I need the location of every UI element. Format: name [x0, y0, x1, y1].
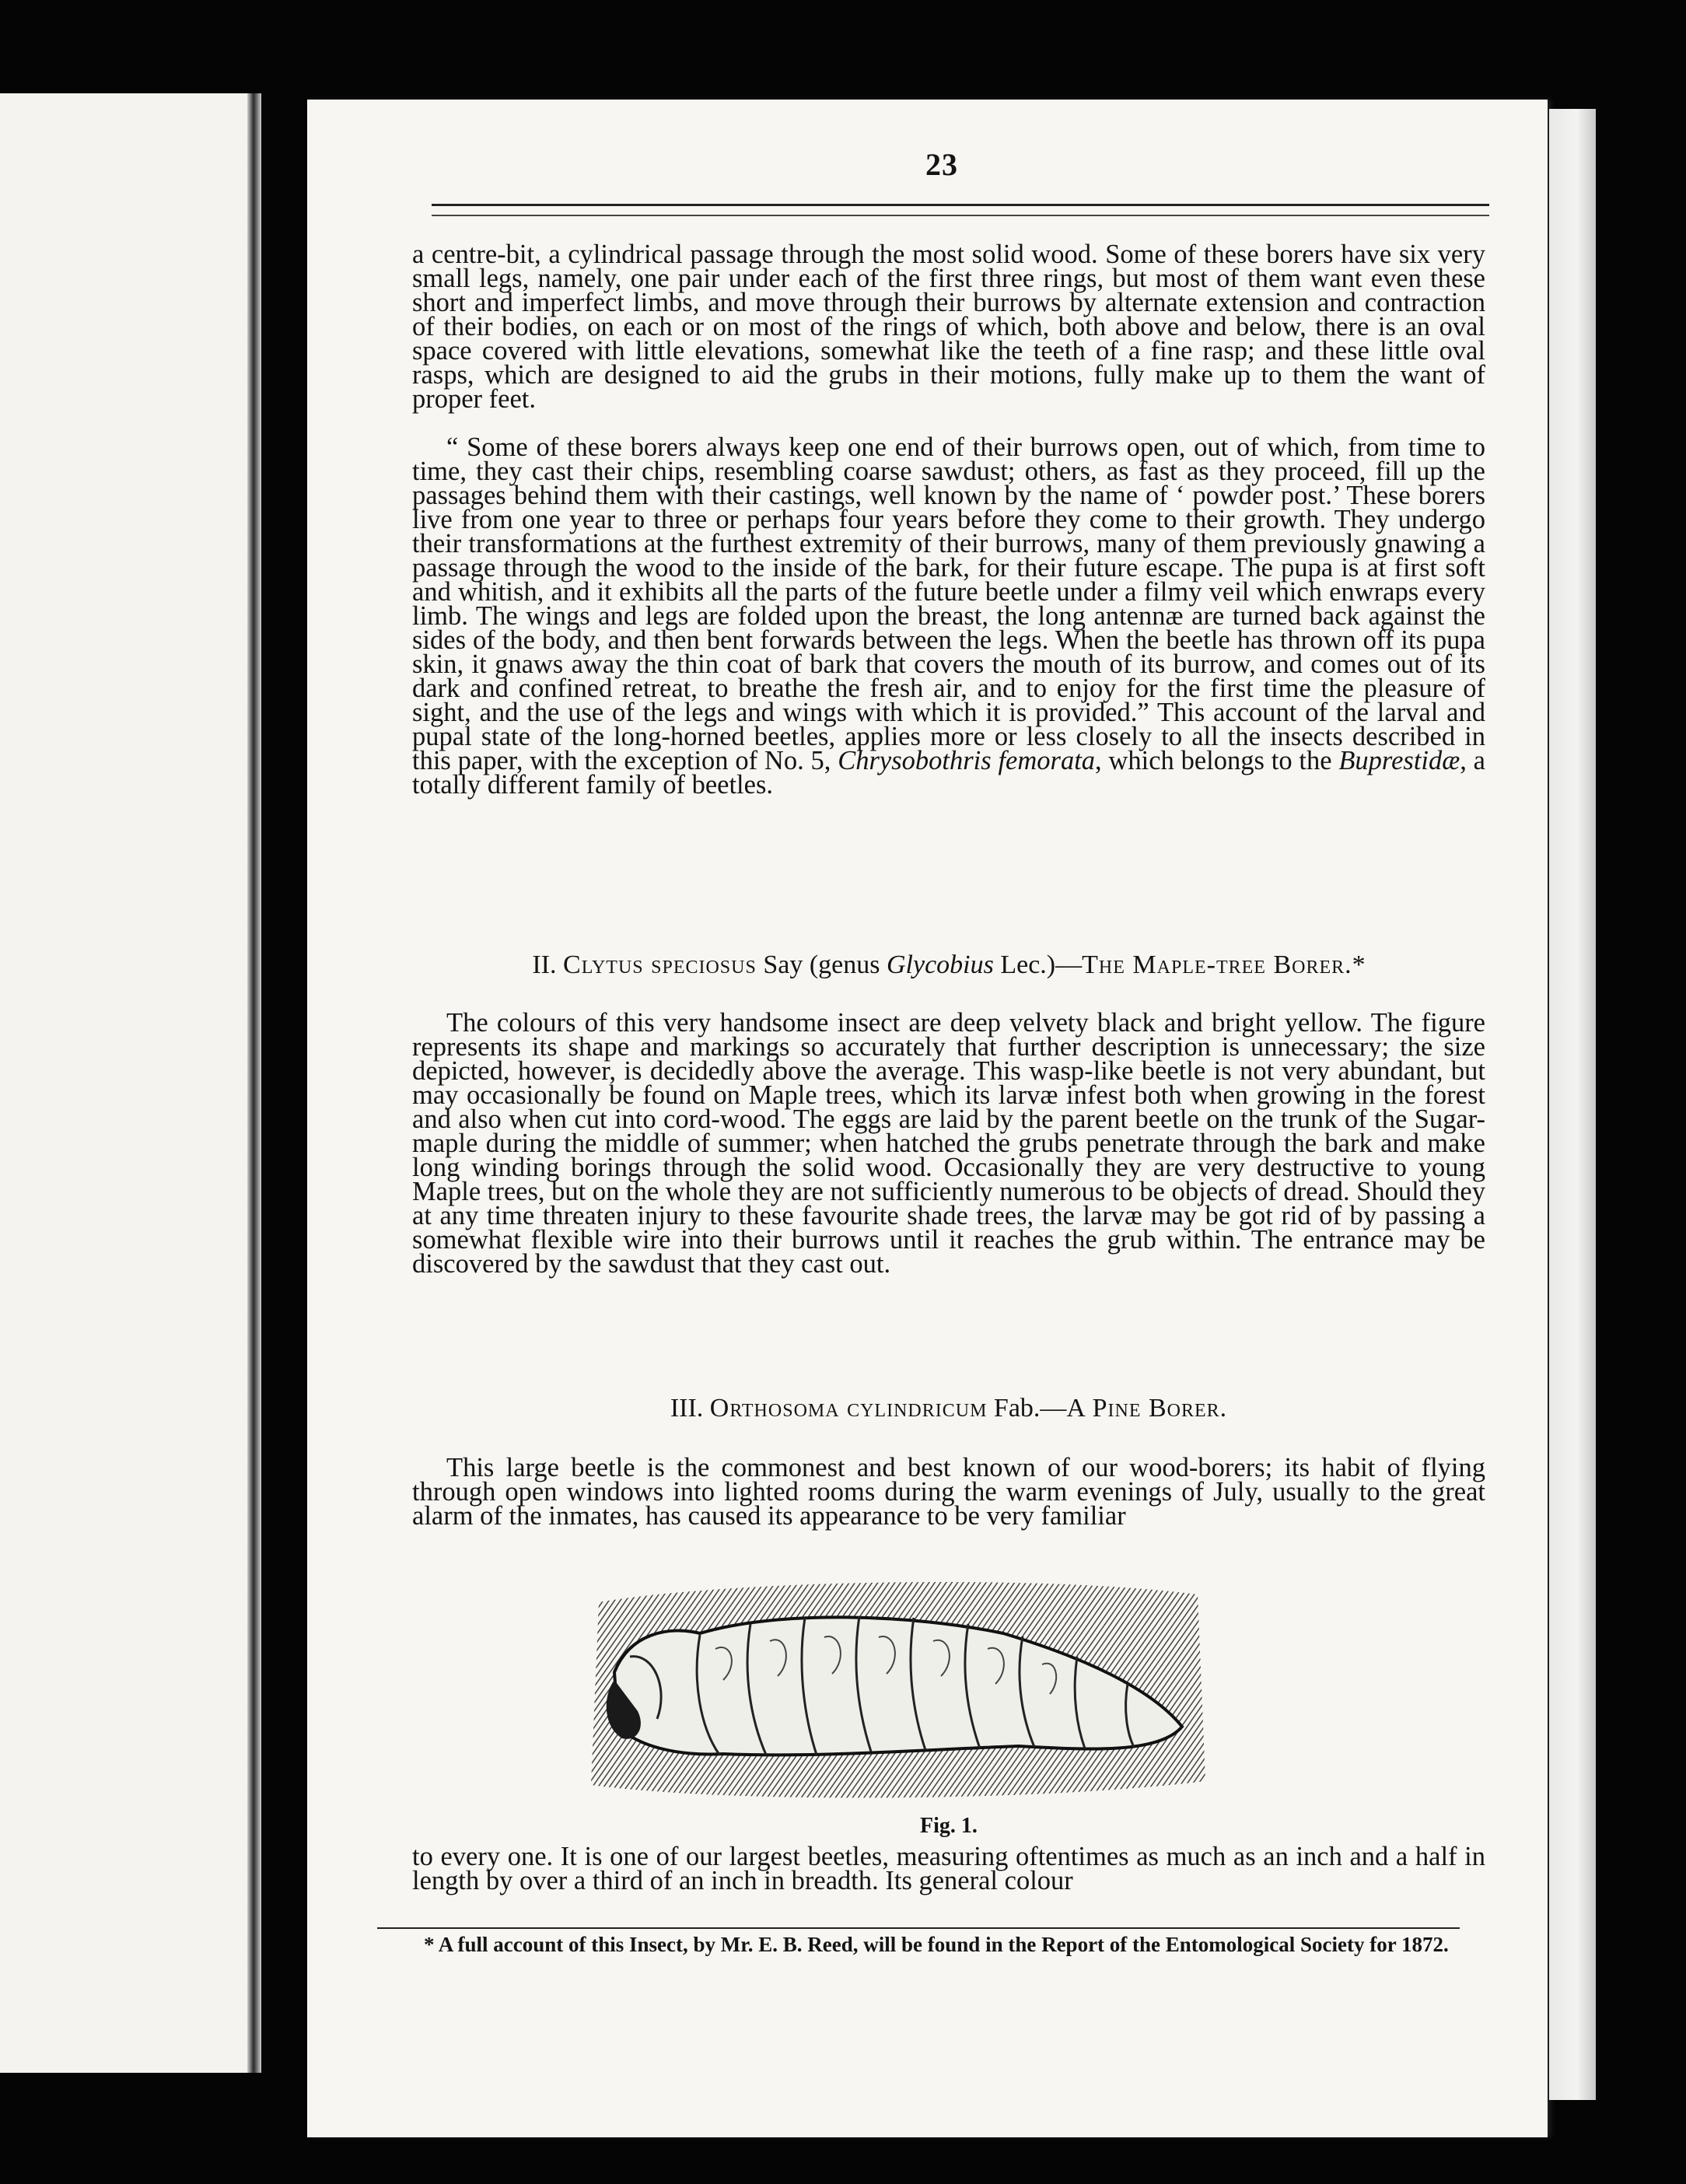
paragraph-5: to every one. It is one of our largest beetles, measuring oftentimes as much as an inch and a half in length by over a third of an inch in breadth. Its general colour	[412, 1842, 1485, 1895]
paragraph-2	[412, 432, 1485, 800]
section-heading-3	[412, 1394, 1485, 1423]
heading-3-author: Fab.—	[993, 1394, 1067, 1423]
heading-3-species: Orthosoma cylindricum	[709, 1394, 988, 1423]
heading-2-author: Say	[763, 950, 803, 979]
heading-2-species: Clytus speciosus	[563, 950, 757, 979]
page-edge	[1549, 109, 1596, 2100]
book-spine	[247, 93, 261, 2073]
heading-2-common-name: The Maple-tree Borer.	[1082, 950, 1352, 979]
heading-3-common-name: A Pine Borer.	[1066, 1394, 1228, 1423]
footnote-text: * A full account of this Insect, by Mr. E. B. Reed, will be found in the Report of the Entomological Society for 1872.	[424, 1933, 1449, 1956]
heading-3-number: III.	[670, 1394, 704, 1423]
header-rule	[432, 204, 1489, 206]
species-name: Chrysobothris femorata	[838, 746, 1096, 775]
larva-illustration	[583, 1571, 1213, 1804]
heading-2-genus-close: Lec.)—	[993, 950, 1083, 979]
paragraph-2-text-b: , which belongs to the	[1095, 746, 1339, 775]
heading-2-number: II.	[532, 950, 557, 979]
heading-2-genus-open: (genus	[809, 950, 887, 979]
family-name: Buprestidæ	[1338, 746, 1460, 775]
paragraph-2-text-c: , a totally different family of beetles.	[412, 746, 1485, 800]
page-number: 23	[925, 147, 958, 182]
footnote-rule	[377, 1927, 1460, 1929]
paragraph-2-text-a: “ Some of these borers always keep one end of their burrows open, out of which, from time to time, they cast their chips, resembling coarse sawdust; others, as fast as they proceed, fill up the passages behind them with their castings, well known by the name of ‘ powder post.’ These borers live from one year to three or perhaps four years before they come to their growth. They undergo their transformations at the furthest extremity of their burrows, many of them previously gnawing a passage through the wood to the inside of the bark, for their future escape. The pupa is at first soft and whitish, and it exhibits all the parts of the future beetle under a filmy veil which enwraps every limb. The wings and legs are folded upon the breast, the long antennæ are turned back against the sides of the body, and then bent forwards between the legs. When the beetle has thrown off its pupa skin, it gnaws away the thin coat of bark that covers the mouth of its burrow, and comes out of its dark and confined retreat, to breathe the fresh air, and to enjoy for the first time the pleasure of sight, and the use of the legs and wings with which it is provided.” This account of the larval and pupal state of the long-horned beetles, applies more or less closely to all the insects described in this paper, with the exception of No. 5,	[412, 432, 1485, 775]
paragraph-4: This large beetle is the commonest and best known of our wood-borers; its habit of flying through open windows into lighted rooms during the warm evenings of July, usually to the great alarm of the inmates, has caused its appearance to be very familiar	[412, 1453, 1485, 1531]
section-heading-2	[412, 950, 1485, 980]
footnote-mark: *	[1352, 950, 1366, 979]
paragraph-1: a centre-bit, a cylindrical passage through the most solid wood. Some of these borers have six very small legs, namely, one pair under each of the first three rings, but most of them want even these short and imperfect limbs, and move through their burrows by alternate extension and contraction of their bodies, on each or on most of the rings of which, both above and below, there is an oval space covered with little elevations, somewhat like the teeth of a fine rasp; and these little oval rasps, which are designed to aid the grubs in their motions, fully make up to them the want of proper feet.	[412, 240, 1485, 414]
footnote	[377, 1934, 1460, 1955]
header-rule-thin	[432, 215, 1489, 216]
figure-caption: Fig. 1.	[920, 1814, 978, 1838]
left-page	[0, 93, 255, 2073]
heading-2-genus: Glycobius	[887, 950, 994, 979]
paragraph-3: The colours of this very handsome insect are deep velvety black and bright yellow. The figure represents its shape and markings so accurately that further description is unnecessary; the size depicted, however, is decidedly above the average. This wasp-like beetle is not very abundant, but may occasionally be found on Maple trees, which its larvæ infest both when growing in the forest and also when cut into cord-wood. The eggs are laid by the parent beetle on the trunk of the Sugar-maple during the middle of summer; when hatched the grubs penetrate through the bark and make long winding borings through the solid wood. Occasionally they are very destructive to young Maple trees, but on the whole they are not sufficiently numerous to be objects of dread. Should they at any time threaten injury to these favourite shade trees, the larvæ may be got rid of by passing a somewhat flexible wire into their burrows until it reaches the grub within. The entrance may be discovered by the sawdust that they cast out.	[412, 1008, 1485, 1279]
